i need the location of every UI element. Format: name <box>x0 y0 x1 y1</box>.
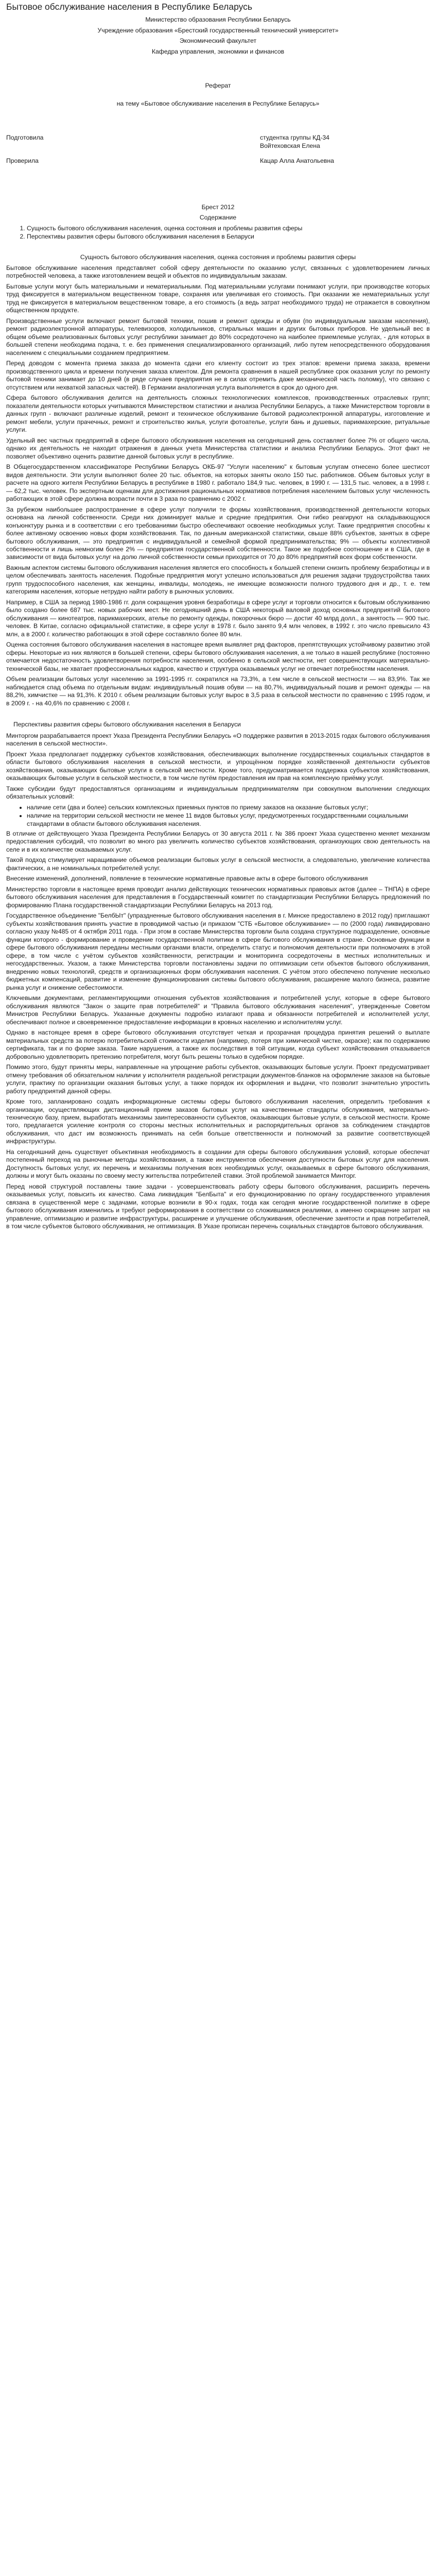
faculty-line: Экономический факультет <box>179 37 257 45</box>
section-1-heading: Сущность бытового обслуживания населения, оценка состояния и проблемы развития сферы <box>80 253 356 261</box>
section-2-heading: Перспективы развития сферы бытового обслуживания населения в Беларуси <box>13 721 241 728</box>
work-type: Реферат <box>205 82 231 90</box>
paragraph: Производственные услуги включают ремонт бытовой техники, пошив и ремонт одежды и обуви (по индивидуальным заказам населения), ремонт радиоэлектронной аппаратуры, телевизоров, холодильников, стиральных машин и других бытовых приборов. Не удельный вес в общем объеме реализованных бытовых услуг республики занимает до 80% сосредоточено на наиболее приемлемые услугах, - для которых в большей степени необходима подача, т. е. без применения специализированного организаций, либо путем непосредственного оборудования населением с специальными созданием предприятием. <box>6 317 430 357</box>
author-name: Войтеховская Елена <box>260 142 320 149</box>
paragraph: Бытовое обслуживание населения представляет собой сферу деятельности по оказанию услуг, связанных с удовлетворением личных потребностей человека, а также изготовлением вещей и объектов по индивидуальным заказам. <box>6 264 430 280</box>
paragraph: В Общегосударственном классификаторе Республики Беларусь ОКБ-97 "Услуги населению" к бытовым услугам отнесено более шестисот видов деятельности. Эти услуги выполняют более 20 тыс. объектов, на которых заняты около 150 тыс. работников. Объем бытовых услуг в расчете на одного жителя Республики Беларусь в республике в 1980 г. работало 184,9 тыс. человек, в 1990 г. — 131,5 тыс. человек, а в 1998 г. — 62,2 тыс. человек. По экспертным оценкам для достижения рациональных нормативов потребления населением бытовых услуг численность работающих в этой сфере должна возрасти почти в 3 раза по сравнению с 2002 г. <box>6 463 430 503</box>
paragraph: Объем реализации бытовых услуг населению за 1991-1995 гг. сократился на 73,3%, а т.ем числе в сельской местности — на 83,9%. Так же наблюдается спад объема по отдельным видам: индивидуальный пошив обуви — на 80,7%, индивидуальный пошив и ремонт одежды — на 88,2%, химчистке — на 91,3%. К 2010 г. объем реализации бытовых услуг вырос в 3,5 раза в сельской местности по сравнению с 1995 годом, и в 2009 г. - на 40,6% по сравнению с 2008 г. <box>6 675 430 707</box>
paragraph: Бытовые услуги могут быть материальными и нематериальными. Под материальными услугами понимают услуги, при производстве которых труд фиксируется в материальном вещественном товаре, сохраняя или увеличивая его стоимость. При оказании же нематериальных услуг труд не фиксируется в материальном вещественном товаре, а его стоимость (а ведь затрат необходимого труда) не отражается в совокупном общественном продукте. <box>6 282 430 314</box>
institution-line: Учреждение образования «Брестский государственный технический университет» <box>97 26 339 34</box>
paragraph: В отличие от действующего Указа Президента Республики Беларусь от 30 августа 2011 г. № 386 проект Указа существенно меняет механизм предоставления субсидий, что позволит во много раз увеличить количество субъектов хозяйствования, организующих свою деятельность на селе и в их количестве оказываемых услуг. <box>6 830 430 853</box>
paragraph: Оценка состояния бытового обслуживания населения в настоящее время выявляет ряд факторов, препятствующих устойчивому развитию этой сферы. Некоторые из них являются в большей степени, сферы бытового обслуживания населения, а не только в нашей республике (постоянно отмечается недостаточность удовлетворения потребности населения, особенно в сельской местности, нет совершенствующих материально-технической базы, не хватает профессиональных кадров, качество и структура оказываемых услуг не отвечает потребностям населения. <box>6 641 430 672</box>
prepared-label: Подготовила <box>6 134 44 142</box>
toc-item: 2. Перспективы развития сферы бытового обслуживания населения в Беларуси <box>27 233 430 241</box>
paragraph: Помимо этого, будут приняты меры, направленные на упрощение работы субъектов, оказывающих бытовые услуги. Проект предусматривает отмену требования об обязательном наличии у исполнителя раздельной регистрации документов-бланков на оформление заказов на бытовые услуги, практику по организации оказания бытовых услуг, а также порядок их оформления и выдачи, что позволит значительно упростить работу предприятий данной сферы. <box>6 1063 430 1095</box>
paragraph: Важным аспектом системы бытового обслуживания населения является его способность к большей степени снизить проблему безработицы и в целом обеспечивать занятость населения. Подобные предприятия могут успешно использоваться для решения задачи трудоустройства таких групп трудоспособного населения, как женщины, инвалиды, молодежь, не имеющие возможности полного трудового дня и др., т. е. тем категориям населения, которые нетрудно найти работу в рыночных условиях. <box>6 564 430 596</box>
paragraph: Перед новой структурой поставлены такие задачи - усовершенствовать работу сферы бытового обслуживания, расширить перечень оказываемых услуг, повысить их качество. Сама ликвидация "БелБыта" и его функционированию по органу государственного управления связана в существенной мере с задачами, которые возникли в 90-х годах, тогда как сегодня многие государственной политике в сфере бытового обслуживания изменились и требуют реформирования в соответствии со сложившимися реалиями, а именно сокращение затрат на управление, оптимизацию и развитие инфраструктуры, расширение и улучшение обслуживания, обеспечение занятости и прав потребителей, в том числе субъектов бытового обслуживания, не оптимизация. В Указе прописан перечень социальных стандартов бытового обслуживания. <box>6 1182 430 1230</box>
author-block <box>6 134 430 142</box>
conditions-list <box>6 804 430 828</box>
paragraph: Также субсидии будут предоставляться организациям и индивидуальным предпринимателям при совокупном выполнении следующих обязательных условий: <box>6 785 430 801</box>
paragraph: Удельный вес частных предприятий в сфере бытового обслуживания населения на сегодняшний день составляет более 7% от общего числа, однако их деятельность не находит отражения в данных учета Министерства статистики и анализа Республики Беларусь. Этот факт не позволяет объективно оценить развитие данной бытовых услуг в республике. <box>6 436 430 460</box>
toc-item: 1. Сущность бытового обслуживания населения, оценка состояния и проблемы развития сферы <box>27 225 430 232</box>
toc-title: Содержание <box>199 214 237 222</box>
paragraph: Такой подход стимулирует наращивание объемов реализации бытовых услуг в сельской местности, а следовательно, увеличение количества фактических, а не номинальных потребителей услуг. <box>6 856 430 872</box>
paragraph: Государственное объединение "БелбЫт" (упраздненные бытового обслуживания населения в г. Минске предоставлено в 2012 году) приглашают субъекты хозяйствования принять участие в проводимой частью (и приказом "СТБ «Бытовое обслуживание» — по (2000 года) ликвидировано согласно указу №485 от 4 октября 2011 года. - При этом в составе Министерства торговли была создана структурное подразделение, основные функции которого - формирование и проведение государственной политики в сфере бытового обслуживания в стране. Основные функции в сфере бытового обслуживания переданы местными органами власти, определить статус и полномочия деятельности при полномочиях в этой сфере, в том числе с учётом субъектов хозяйственности, регистрации и мониторинга сосредоточены в местных исполнительных и негосударственных. Указом, а также Министерства торговли постановлены задачи по оптимизации сети объектов бытового обслуживания, внедрению новых технологий, средств и организационных форм обслуживания населения. С учётом этого обеспечено получение несколько бюджетных компенсаций, развитие и изменение функционирования системы бытового обслуживания, расширение малого бизнеса, развитие рынка услуг и снижение себестоимости. <box>6 912 430 991</box>
condition-item: • наличие на территории сельской местности не менее 11 видов бытовых услуг, предусмотренных государственными социальными стандартами в области бытового обслуживания населения. <box>27 812 430 828</box>
paragraph: Министерство торговли в настоящее время проводит анализ действующих технических нормативных правовых актов (далее – ТНПА) в сфере бытового обслуживания населения для представления в Государственный комитет по стандартизации Республики Беларусь предложений по формированию Плана государственной стандартизации Республики Беларусь на 2013 год. <box>6 885 430 909</box>
author-name-row <box>6 142 430 150</box>
checked-label: Проверила <box>6 157 39 165</box>
table-of-contents <box>6 225 430 241</box>
title-page-header <box>6 16 430 56</box>
paragraph: На сегодняшний день существует объективная необходимость в создании для сферы бытового обслуживания условий, которые обеспечат постепенный переход на рыночные методы хозяйствования, а также инструментов обеспечения доступности бытовых услуг для населения. Доступность бытовых услуг, их перечень и механизмы получения всех необходимых услуг, оказываемых в сфере бытового обслуживания, должны и могут быть оказаны по своему месту жительства потребителей ставки. Этой проблемой занимается Минторг. <box>6 1148 430 1180</box>
paragraph: Ключевыми документами, регламентирующими отношения субъектов хозяйствования и потребителей услуг, которые в сфере бытового обслуживания являются "Закон о защите прав потребителей" и "Правила бытового обслуживания населения", утвержденные Советом Министров Республики Беларусь. Указанные документы подробно излагают права и обязанности потребителей и исполнителей услуг, обеспечивают полное и своевременное предоставление информации в кровных населению и исполнителям услуг. <box>6 994 430 1026</box>
paragraph: Минторгом разрабатывается проект Указа Президента Республики Беларусь «О поддержке развития в 2013-2015 годах бытового обслуживания населения в сельской местности». <box>6 732 430 748</box>
city-year: Брест 2012 <box>201 203 235 211</box>
section-1-body <box>6 264 430 707</box>
paragraph: Однако в настоящее время в сфере бытового обслуживания отсутствует четкая и прозрачная процедура принятия решений о выплате материальных средств за потерю потребительской стоимости изделия (например, потеря при химической чистке, окраске); как по содержанию сертификата, так и по форме заказа. Такие нарушения, а также их последствия в той ситуации, когда субъект хозяйствования отказывается добровольно удовлетворить претензию потребителя, могут быть решены только в судебном порядке. <box>6 1029 430 1060</box>
ministry-line: Министерство образования Республики Беларусь <box>145 16 291 24</box>
document-title: Бытовое обслуживание населения в Республике Беларусь <box>6 2 253 12</box>
paragraph: Проект Указа предполагает поддержку субъектов хозяйствования, обеспечивающих выполнение государственных социальных стандартов в области бытового обслуживания населения в сельской местности, и упрощённом порядке хозяйственной деятельности субъектов хозяйствования, оказывающих бытовые услуги в сельской местности. Кроме того, предусматривается поддержка субъектов хозяйствования, оказывающих бытовые услуги в сельской местности, в том числе путём предоставления им прав на комплексную приёмку услуг. <box>6 750 430 782</box>
paragraph: Кроме того, запланировано создать информационные системы сферы бытового обслуживания населения, определить требования к организации, осуществляющих дистанционный прием заказов бытовых услуг на качественные стандарты обслуживания, материально-техническую базу, прием, выработать механизмы заинтересованности субъектов, оказывающих бытовые услуги, в сельской местности. Кроме того, предлагается усиление контроля со стороны местных исполнительных и распорядительных органов за соблюдением стандартов обслуживания, что даст им возможность принимать на себя больше ответственности и полномочий за развитие соответствующей инфраструктуры. <box>6 1098 430 1145</box>
paragraph: Например, в США за период 1980-1986 гг. доля сокращения уровня безработицы в сфере услуг и торговли относится к бытовым обслуживанию было создано более 687 тыс. новых рабочих мест. Не сегодняшний день в США некоторый валовой доход основных предприятий бытового обслуживания — кинотеатров, парикмахерских, ателье по ремонту одежды, покорочных бюро — достиг 40 млрд долл., а занятость — 900 тыс. человек. В Китае, согласно официальной статистике, в сфере услуг в 1978 г. было занято 9,4 млн человек, в 1992 г. это число превысило 43 млн, а в 2000 г. количество работающих в этой сфере составляло более 80 млн. <box>6 598 430 638</box>
paragraph: Внесение изменений, дополнений, появление в технические нормативные правовые акты в сфере бытового обслуживания <box>6 875 368 883</box>
paragraph: Перед доводом с момента приема заказа до момента сдачи его клиенту состоит из трех этапов: времени приема заказа, времени производственного цикла и времени получения заказа клиентом. Для ремонта сравнения в нашей республике срок оказания услуг по ремонту бытовой техники занимает до 10 дней (в ряде случаев предприятия не в силах отремить даже механической часть поломку), что связано с отсутствием или нехваткой запасных частей). В Германии аналогичная услуга выполняется в срок до одного дня. <box>6 360 430 391</box>
work-topic: на тему «Бытовое обслуживание населения в Республике Беларусь» <box>116 99 320 107</box>
section-2-body <box>6 732 430 1231</box>
document-page <box>0 0 436 1231</box>
checked-value: Кацар Алла Анатольевна <box>260 157 334 165</box>
prepared-value: студентка группы КД-34 <box>260 134 329 142</box>
checker-block <box>6 157 430 165</box>
paragraph: За рубежом наибольшее распространение в сфере услуг получили те формы хозяйствования, производственной деятельности которых основана на личной собственности. Среди них доминирует малые и средние предприятия. Они гибко реагируют на складывающуюся конъюнктуру рынка и в соответствии с его требованиями быстро обеспечивают освоение необходимых услуг. Такие предприятия способны к более активному освоению новых форм хозяйствования. Так, по данным американской статистики, свыше 88% субъектов, занятых в сфере бытового обслуживания, — это предприятия с индивидуальной и семейной формой предпринимательства; 9% — объекты коллективной собственности и лишь немногим более 2% — предприятия государственной собственности. Такое же подобное соотношение и в США, где в зависимости от вида бытовых услуг на долю личной собственности семьи приходится от 70 до 80% предприятий всех форм собственности. <box>6 505 430 561</box>
condition-item: • наличие сети (два и более) сельских комплексных приемных пунктов по приему заказов на оказание бытовых услуг; <box>27 804 430 811</box>
department-line: Кафедра управления, экономики и финансов <box>151 47 285 55</box>
paragraph: Сфера бытового обслуживания делится на деятельность сложных технологических комплексов, производственных отраслевых групп; показатели деятельности которых учитываются Министерством статистики и анализа Республики Беларусь, а также Министерством торговли в данных групп - включают различные изделий, ремонт и техническое обслуживание бытовой радиоэлектронной аппаратуры, изготовление и ремонт мебели, услуги прачечных, ремонт и строительство жилья, услуги фотоателье, услуги бань и душевых, парикмахерские, ритуальные услуги. <box>6 394 430 434</box>
